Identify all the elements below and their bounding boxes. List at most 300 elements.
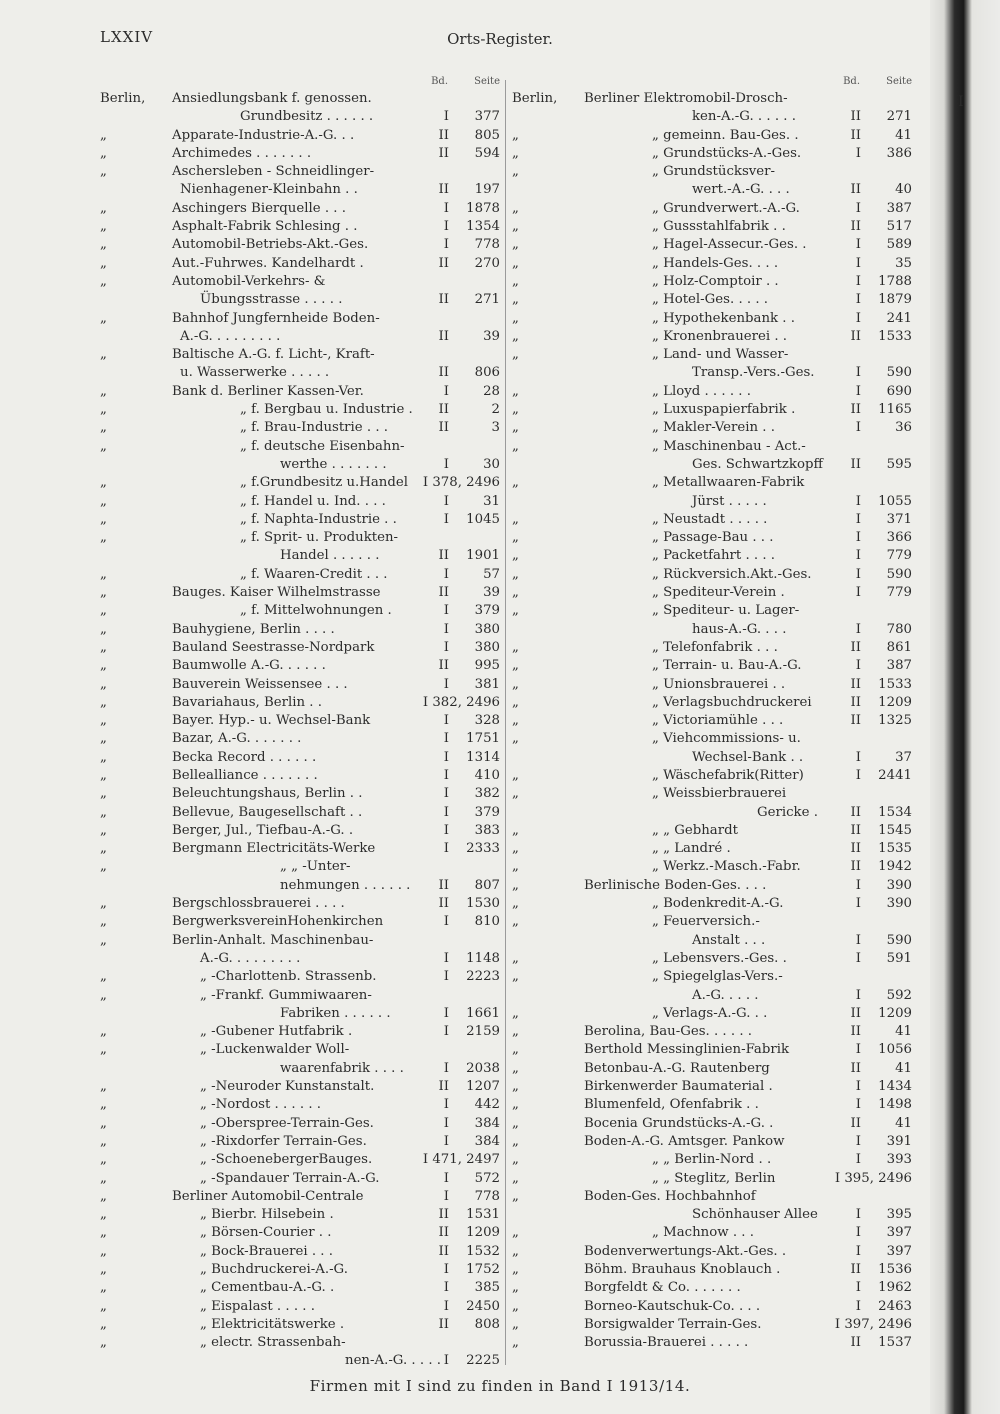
company-name: „ Packetfahrt . . . . <box>652 548 776 564</box>
company-name: „ Bock-Brauerei . . . <box>200 1243 333 1259</box>
company-name: „ Makler-Verein . . <box>652 420 775 436</box>
index-entry <box>100 1170 505 1188</box>
page-reference: 1209 <box>878 694 912 710</box>
company-name: A.-G. . . . . . . . . <box>180 328 281 344</box>
company-name: „ Grundstücks-A.-Ges. <box>652 145 802 161</box>
place-prefix: „ <box>100 566 107 582</box>
index-entry <box>512 749 917 767</box>
page-reference: 395 <box>886 1207 912 1223</box>
volume-number: I <box>855 987 861 1003</box>
index-entry <box>100 639 505 657</box>
volume-number: II <box>850 1024 861 1040</box>
index-entry <box>512 767 917 785</box>
company-name: Bodenverwertungs-Akt.-Ges. . <box>584 1243 787 1259</box>
place-prefix: „ <box>100 786 107 802</box>
place-prefix: „ <box>512 694 519 710</box>
place-prefix: „ <box>100 420 107 436</box>
page-reference: 1148 <box>466 950 500 966</box>
volume-number: I <box>855 1207 861 1223</box>
company-name: „ f. Waaren-Credit . . . <box>240 566 388 582</box>
company-name: nen-A.-G. . . . . <box>345 1353 441 1369</box>
place-prefix: „ <box>100 1079 107 1095</box>
page-reference: 41 <box>895 127 912 143</box>
place-prefix: „ <box>512 1262 519 1277</box>
binding-edge <box>930 0 1000 1414</box>
page-reference: 779 <box>886 548 912 564</box>
place-prefix: „ <box>100 1243 107 1259</box>
page-reference: 385 <box>474 1280 500 1296</box>
index-entry <box>512 1170 917 1188</box>
company-name: Gericke . <box>757 804 818 820</box>
volume-number: II <box>850 639 861 655</box>
page-reference: 379 <box>474 804 500 820</box>
company-name: „ Land- und Wasser- <box>652 347 789 363</box>
volume-number: I <box>443 676 449 692</box>
page-reference: 390 <box>886 877 912 893</box>
company-name: „ Bodenkredit-A.-G. <box>652 896 784 912</box>
company-name: Berger, Jul., Tiefbau-A.-G. . <box>172 822 354 838</box>
volume-number: I <box>443 786 449 802</box>
page-reference: 1661 <box>466 1005 500 1021</box>
place-prefix: „ <box>100 438 107 454</box>
place-prefix: „ <box>100 767 107 783</box>
company-name: „ -Luckenwalder Woll- <box>200 1042 350 1058</box>
page-reference: 2159 <box>466 1024 500 1040</box>
volume-number: I <box>443 493 449 509</box>
page-reference: 690 <box>886 383 912 399</box>
page-reference: 805 <box>474 127 500 143</box>
index-entry <box>512 804 917 822</box>
page-reference: 387 <box>886 200 912 216</box>
company-name: Böhm. Brauhaus Knoblauch . <box>584 1262 781 1277</box>
index-entry <box>100 1206 505 1224</box>
index-entry <box>100 310 505 328</box>
page-reference: 1354 <box>466 219 500 235</box>
page-reference: 779 <box>886 585 912 601</box>
page-reference: 1878 <box>466 200 500 216</box>
index-entry <box>100 529 505 547</box>
company-name: „ Hypothekenbank . . <box>652 310 795 326</box>
volume-number: I <box>443 603 449 619</box>
page-reference: 30 <box>483 456 500 472</box>
column-header-bd: Bd. <box>843 76 860 87</box>
place-prefix: „ <box>512 786 519 802</box>
place-prefix: „ <box>100 585 107 601</box>
place-prefix: „ <box>512 1316 519 1332</box>
volume-number: I <box>443 639 449 655</box>
page-reference: 1533 <box>878 676 912 692</box>
index-entry <box>512 566 917 584</box>
page-reference: 810 <box>474 914 500 930</box>
company-name: „ Spediteur- u. Lager- <box>652 603 800 619</box>
place-prefix: „ <box>512 328 519 344</box>
volume-page-ref: I 395, 2496 <box>834 1170 912 1186</box>
place-prefix: „ <box>512 255 519 271</box>
page-reference: 328 <box>474 713 500 729</box>
index-entry <box>512 657 917 675</box>
page-reference: 1055 <box>878 493 912 509</box>
place-prefix: „ <box>512 1152 519 1168</box>
place-prefix: „ <box>512 859 519 875</box>
company-name: Boden-A.-G. Amtsger. Pankow <box>584 1133 785 1149</box>
index-entry <box>512 1023 917 1041</box>
volume-number: I <box>855 1243 861 1259</box>
page-reference: 1530 <box>466 896 500 912</box>
index-entry <box>100 1261 505 1279</box>
company-name: „ Grundstücksver- <box>652 164 776 180</box>
page-reference: 41 <box>895 1115 912 1131</box>
index-entry <box>512 621 917 639</box>
page-reference: 1962 <box>878 1280 912 1296</box>
page-reference: 39 <box>483 328 500 344</box>
company-name: Automobil-Verkehrs- & <box>172 273 326 289</box>
company-name: „ gemeinn. Bau-Ges. . <box>652 127 799 143</box>
company-name: A.-G. . . . . <box>692 987 759 1003</box>
index-entry <box>512 474 917 492</box>
page-reference: 861 <box>886 639 912 655</box>
place-prefix: „ <box>100 694 107 710</box>
place-prefix: „ <box>512 237 519 253</box>
index-entry <box>512 328 917 346</box>
place-prefix: „ <box>512 1170 519 1186</box>
page-reference: 1045 <box>466 511 500 527</box>
company-name: „ Eispalast . . . . . <box>200 1298 315 1314</box>
company-name: „ -Neuroder Kunstanstalt. <box>200 1079 375 1095</box>
volume-number: II <box>850 713 861 729</box>
company-name: Borneo-Kautschuk-Co. . . . <box>584 1298 761 1314</box>
place-prefix: „ <box>512 273 519 289</box>
place-prefix: „ <box>100 749 107 765</box>
company-name: Asphalt-Fabrik Schlesing . . <box>172 219 358 235</box>
index-entry <box>100 145 505 163</box>
volume-number: I <box>855 1152 861 1168</box>
place-prefix: „ <box>512 145 519 161</box>
page-reference: 2463 <box>878 1298 912 1314</box>
company-name: „ Wäschefabrik(Ritter) <box>652 767 804 783</box>
index-entry <box>100 895 505 913</box>
volume-number: I <box>855 237 861 253</box>
index-entry <box>512 346 917 364</box>
index-entry <box>512 181 917 199</box>
place-prefix: „ <box>512 841 519 857</box>
index-entry <box>100 236 505 254</box>
index-entry <box>512 200 917 218</box>
page-reference: 28 <box>483 383 500 399</box>
company-name: „ Viehcommissions- u. <box>652 731 801 747</box>
company-name: Bergmann Electricitäts-Werke <box>172 841 376 857</box>
volume-number: I <box>855 749 861 765</box>
company-name: „ „ Landré . <box>652 841 731 857</box>
page-reference: 36 <box>895 420 912 436</box>
volume-number: II <box>850 402 861 418</box>
place-prefix: „ <box>100 1115 107 1131</box>
place-prefix: „ <box>512 566 519 582</box>
index-entry <box>100 694 505 712</box>
index-entry <box>512 1151 917 1169</box>
volume-number: I <box>855 292 861 308</box>
page-reference: 383 <box>474 822 500 838</box>
index-entry <box>512 602 917 620</box>
volume-number: I <box>855 383 861 399</box>
volume-number: I <box>855 585 861 601</box>
index-entry <box>512 255 917 273</box>
place-prefix: „ <box>512 383 519 399</box>
company-name: BergwerksvereinHohenkirchen <box>172 914 384 930</box>
page-reference: 595 <box>886 456 912 472</box>
volume-number: II <box>850 694 861 710</box>
place-prefix: „ <box>100 1133 107 1149</box>
company-name: „ Spediteur-Verein . <box>652 585 785 601</box>
company-name: „ Grundverwert.-A.-G. <box>652 200 800 216</box>
place-prefix: „ <box>100 639 107 655</box>
index-entry <box>512 456 917 474</box>
page-reference: 1314 <box>466 749 500 765</box>
company-name: nehmungen . . . . . . <box>280 877 411 893</box>
volume-number: II <box>438 548 449 564</box>
volume-number: I <box>855 530 861 546</box>
column-header-seite: Seite <box>886 76 912 87</box>
volume-number: I <box>443 841 449 857</box>
company-name: A.-G. . . . . . . . . <box>200 950 301 966</box>
volume-number: I <box>443 566 449 582</box>
company-name: „ -Spandauer Terrain-A.-G. <box>200 1170 380 1186</box>
volume-page-ref: I 471, 2497 <box>422 1152 500 1168</box>
volume-number: I <box>855 1225 861 1241</box>
column-header <box>100 76 505 90</box>
company-name: „ -Frankf. Gummiwaaren- <box>200 987 372 1003</box>
volume-number: I <box>443 1262 449 1277</box>
place-prefix: „ <box>512 585 519 601</box>
company-name: Bazar, A.-G. . . . . . . <box>172 731 302 747</box>
volume-number: I <box>855 365 861 381</box>
company-name: „ Rückversich.Akt.-Ges. <box>652 566 812 582</box>
volume-number: II <box>438 145 449 161</box>
page-reference: 397 <box>886 1225 912 1241</box>
company-name: „ Weissbierbrauerei <box>652 786 787 802</box>
page-reference: 590 <box>886 365 912 381</box>
page-reference: 366 <box>886 530 912 546</box>
volume-number: II <box>850 219 861 235</box>
volume-number: I <box>855 932 861 948</box>
company-name: „ f.Grundbesitz u.Handel <box>240 475 408 491</box>
place-prefix: „ <box>512 1024 519 1040</box>
place-prefix: „ <box>100 658 107 674</box>
index-entry <box>100 438 505 456</box>
company-name: „ -SchoenebergerBauges. <box>200 1152 373 1168</box>
place-prefix: „ <box>512 658 519 674</box>
company-name: „ f. Bergbau u. Industrie . <box>240 402 413 418</box>
company-name: „ f. Mittelwohnungen . <box>240 603 392 619</box>
volume-number: I <box>443 1060 449 1076</box>
index-entry <box>512 676 917 694</box>
place-prefix: „ <box>100 1298 107 1314</box>
index-entry <box>100 621 505 639</box>
company-name: Borgfeldt & Co. . . . . . . <box>584 1280 741 1296</box>
page-reference: 1537 <box>878 1335 912 1351</box>
volume-number: II <box>438 127 449 143</box>
volume-number: II <box>850 822 861 838</box>
volume-number: I <box>855 273 861 289</box>
place-prefix: „ <box>100 493 107 509</box>
place-prefix: „ <box>512 969 519 985</box>
volume-number: II <box>850 127 861 143</box>
volume-number: I <box>855 1097 861 1113</box>
company-name: Ges. Schwartzkopff <box>692 456 823 472</box>
company-name: haus-A.-G. . . . <box>692 621 787 637</box>
company-name: waarenfabrik . . . . <box>280 1060 404 1076</box>
company-name: „ Luxuspapierfabrik . <box>652 402 796 418</box>
place-prefix: „ <box>512 164 519 180</box>
index-entry <box>100 1298 505 1316</box>
page-reference: 391 <box>886 1133 912 1149</box>
company-name: Grundbesitz . . . . . . <box>240 109 374 125</box>
place-prefix: „ <box>512 822 519 838</box>
volume-number: I <box>855 511 861 527</box>
volume-number: I <box>443 109 449 125</box>
place-prefix: „ <box>512 950 519 966</box>
volume-number: I <box>855 200 861 216</box>
index-entry <box>100 419 505 437</box>
index-entry <box>100 401 505 419</box>
index-entry <box>512 913 917 931</box>
index-entry <box>512 950 917 968</box>
place-prefix: „ <box>100 1042 107 1058</box>
page-number: LXXIV <box>100 28 154 46</box>
volume-number: II <box>438 328 449 344</box>
page-reference: 241 <box>886 310 912 326</box>
volume-number: I <box>855 1042 861 1058</box>
index-entry <box>512 584 917 602</box>
volume-number: I <box>855 950 861 966</box>
index-entry <box>100 255 505 273</box>
company-name: „ „ Berlin-Nord . . <box>652 1152 772 1168</box>
index-entry <box>100 163 505 181</box>
page-reference: 778 <box>474 1188 500 1204</box>
place-prefix: „ <box>512 676 519 692</box>
volume-number: I <box>443 1097 449 1113</box>
page-reference: 1879 <box>878 292 912 308</box>
index-entry <box>100 712 505 730</box>
place-prefix: „ <box>512 1298 519 1314</box>
index-entry <box>512 639 917 657</box>
place-prefix: „ <box>100 164 107 180</box>
page-reference: 371 <box>886 511 912 527</box>
place-prefix: „ <box>100 914 107 930</box>
page-reference: 807 <box>474 877 500 893</box>
index-entry <box>512 1298 917 1316</box>
index-entry <box>100 1352 505 1370</box>
page-reference: 197 <box>474 182 500 198</box>
company-name: Aschingers Bierquelle . . . <box>172 200 346 216</box>
page-reference: 39 <box>483 585 500 601</box>
index-entry <box>100 584 505 602</box>
volume-number: II <box>438 182 449 198</box>
page-reference: 380 <box>474 621 500 637</box>
page-reference: 387 <box>886 658 912 674</box>
volume-number: II <box>438 585 449 601</box>
company-name: „ -Nordost . . . . . . <box>200 1097 322 1113</box>
index-entry <box>512 383 917 401</box>
company-name: „ Elektricitätswerke . <box>200 1316 345 1332</box>
page-reference: 57 <box>483 566 500 582</box>
page-reference: 380 <box>474 639 500 655</box>
page-reference: 393 <box>886 1152 912 1168</box>
company-name: „ Handels-Ges. . . . <box>652 255 779 271</box>
page-reference: 397 <box>886 1243 912 1259</box>
page-reference: 1325 <box>878 713 912 729</box>
index-entry <box>512 968 917 986</box>
page-reference: 517 <box>886 219 912 235</box>
index-entry <box>100 493 505 511</box>
index-entry <box>512 1005 917 1023</box>
index-entry <box>100 328 505 346</box>
index-entry <box>100 676 505 694</box>
place-prefix: „ <box>100 1188 107 1204</box>
place-prefix: „ <box>100 804 107 820</box>
index-entry <box>100 749 505 767</box>
page-reference: 379 <box>474 603 500 619</box>
index-entry <box>100 1188 505 1206</box>
company-name: „ Victoriamühle . . . <box>652 713 784 729</box>
page-reference: 271 <box>886 109 912 125</box>
volume-number: II <box>438 877 449 893</box>
index-entry <box>512 108 917 126</box>
place-prefix: „ <box>100 1024 107 1040</box>
volume-number: II <box>850 676 861 692</box>
place-prefix: „ <box>512 420 519 436</box>
index-entry <box>100 346 505 364</box>
page-reference: 410 <box>474 767 500 783</box>
page-reference: 1056 <box>878 1042 912 1058</box>
index-entry <box>100 456 505 474</box>
page-reference: 3 <box>491 420 500 436</box>
page-reference: 808 <box>474 1316 500 1332</box>
company-name: „ Machnow . . . <box>652 1225 754 1241</box>
page-reference: 1434 <box>878 1079 912 1095</box>
page-reference: 995 <box>474 658 500 674</box>
place-prefix: „ <box>100 273 107 289</box>
place-prefix: „ <box>100 145 107 161</box>
page-reference: 592 <box>886 987 912 1003</box>
volume-page-ref: I 378, 2496 <box>422 475 500 491</box>
page-reference: 2 <box>491 402 500 418</box>
volume-number: I <box>443 1353 449 1369</box>
company-name: „ -Charlottenb. Strassenb. <box>200 969 377 985</box>
volume-number: I <box>855 658 861 674</box>
page-reference: 2225 <box>466 1353 500 1369</box>
index-entry <box>512 547 917 565</box>
company-name: „ electr. Strassenbah- <box>200 1335 346 1351</box>
index-entry <box>512 273 917 291</box>
place-prefix: „ <box>512 438 519 454</box>
place-prefix: „ <box>100 1335 107 1351</box>
column-header-bd: Bd. <box>431 76 448 87</box>
index-entry <box>512 1224 917 1242</box>
page-reference: 2450 <box>466 1298 500 1314</box>
volume-number: I <box>443 1188 449 1204</box>
company-name: „ f. Handel u. Ind. . . . <box>240 493 386 509</box>
company-name: Becka Record . . . . . . <box>172 749 317 765</box>
index-entry <box>100 932 505 950</box>
page-reference: 271 <box>474 292 500 308</box>
index-entry <box>100 657 505 675</box>
place-prefix: „ <box>512 877 519 893</box>
index-entry <box>100 1005 505 1023</box>
volume-number: I <box>443 237 449 253</box>
company-name: Baltische A.-G. f. Licht-, Kraft- <box>172 347 375 363</box>
place-prefix: „ <box>512 731 519 747</box>
place-prefix: „ <box>512 1097 519 1113</box>
